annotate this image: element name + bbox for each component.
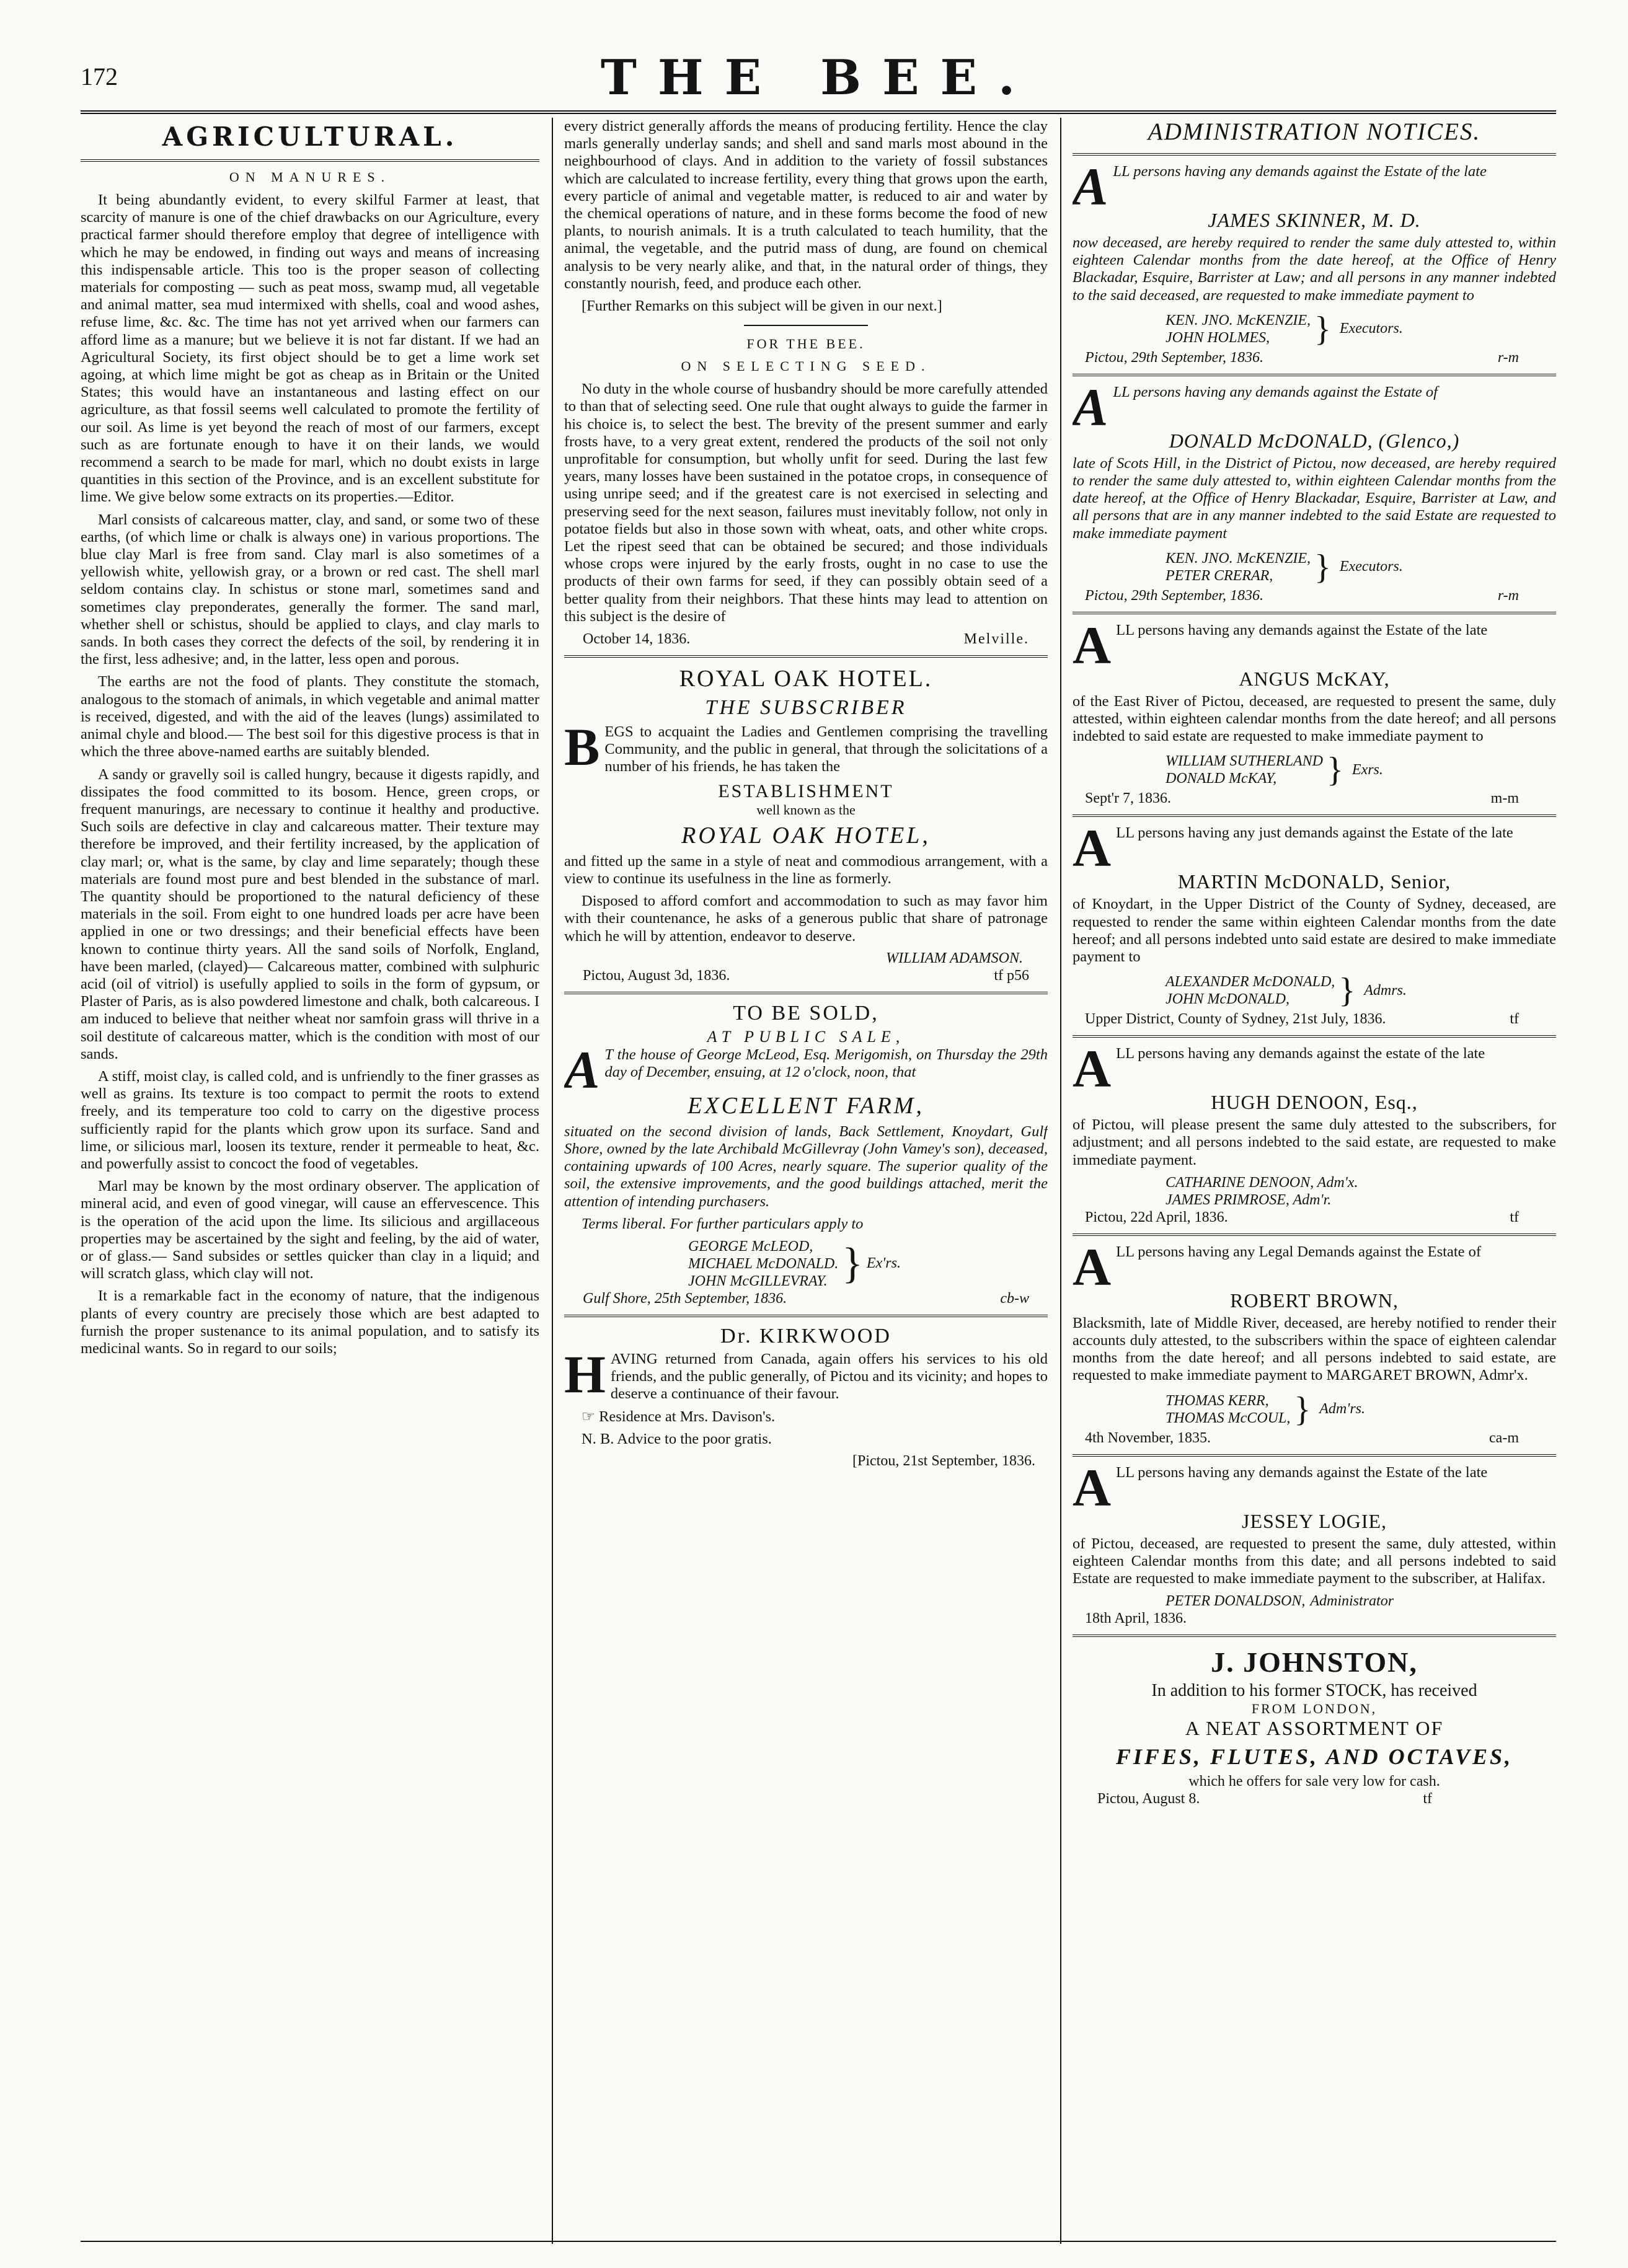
notice-deceased-name: MARTIN McDONALD, Senior, [1177,870,1451,893]
hotel-signer: WILLIAM ADAMSON. [886,950,1023,966]
notice-code: r-m [1497,587,1519,604]
hotel-name: ROYAL OAK HOTEL, [681,822,931,849]
notices-list [1073,157,1556,1627]
johnston-line: In addition to his former STOCK, has received [1151,1681,1477,1701]
divider [744,325,868,326]
doctor-advice: N. B. Advice to the poor gratis. [582,1430,772,1447]
column-middle: every district generally affords the means of producing fertility. Hence the clay marls generally underlay sands; and shell and sand marls most abound in the neighbourhood of clays. And in addition to the variety of fossil substances which are calculated to increase fertility, every thing that grows upon the earth, every particle of animal and vegetable matter, is reduced to air and water by the chemical operations of nature, and in these forms become the food of new plants, to nourish animals. It is a truth calculated to teach humility, that the animal, the vegetable, and the putrid mass of dung, are found on chemical analysis to be very nearly alike, and that, in the natural order of things, they constantly nourish, feed, and produce each other. [Further Remarks on this subject will be given in our next.] FOR THE BEE. ON SELECTING SEED. No duty in the whole course of husbandry should be more carefully attended to than that of selecting seed. One rule that ought always to guide the farmer in his choice is, to select the best. The brevity of the present summer and early frosts have, to a very great extent, rendered the products of the soil not only unprofitable for consumption, but wholly unfit for seed. During the last few years, many losses have been sustained in the potatoe crops, in consequence of using unripe seed; and if the greatest care is not exercised in selecting and preserving seed for the next season, failures must inevitably follow, not only in potatoe fields but also in those sown with wheat, oats, and other white crops. Let the ripest seed that can be obtained be secured; and those individuals whose crops were injured by the early frosts, ought in no case to use the products of their own farms for seed, if they can possibly obtain seed of a better quality from their neighbors. That these hints may lead to attention on this subject is the desire of October 14, 1836. Melville. ROYAL OAK HOTEL. THE SUBSCRIBER BEGS to acquaint the Ladies and Gentlemen comprising the travelling Community, and the public in general, that through the solicitations of a number of his friends, he has taken the ESTABLISHMENT well known as the ROYAL OAK HOTEL, and fitted up the same in a style of neat and commodious arrangement, with a view to continue its usefulness in the line as formerly. Disposed to afford comfort and accommodation to such as may favor him with their countenance, he asks of a generous public that share of patronage which he will by attention, endeavor to deserve. WILLIAM ADAMSON. Pictou, August 3d, 1836. tf p56 TO BE SOLD, AT PUBLIC SALE, A T the house of George McLeod, Esq. Merigomish, on Thursday the 29th day of December, ensuing, at 12 o'clock, noon, that EXCELLENT FARM, situated on the second division of lands, Back Settlement, Knoydart, Gulf Shore, owned by the late Archibald McGillevray (John Vamey's son), deceased, containing upwards of 100 Acres, nearly square. The superior quality of the soil, the extensive improvements, and the good buildings attached, merit the attention of intending purchasers. Terms liberal. For further particulars apply to GEORGE McLEOD, MICHAEL McDONALD. JOHN McGILLEVRAY. } Ex'rs. Gulf Shore, 25th September, 1836. cb-w Dr. KIRKWOOD HAVING returned from Canada, again offers his services to his old friends, and the public generally, of Pictou and its vicinity; and hopes to deserve a continuance of their favour. ☞ Residence at Mrs. Davison's. N. B. Advice to the poor gratis. [Pictou, 21st September, 1836. [564,118,1048,1469]
johnston-code: tf [1423,1791,1432,1807]
footer-rule [81,2241,1556,2242]
notice-body: late of Scots Hill, in the District of Pictou, now deceased, are hereby required to render the same duly attested to, within eighteen Calendar months from the date hereof, at the Office of Henry Blackadar, Esquire, Barrister at Law, and all persons that are in any manner indebted to the said Estate are requested to make immediate payment [1073,454,1556,542]
notice-signer: PETER CRERAR, [1166,567,1273,584]
article-date: October 14, 1836. [583,631,691,648]
sale-date: Gulf Shore, 25th September, 1836. [583,1290,787,1307]
notice-block: ALL persons having any demands against the Estate of the late JAMES SKINNER, M. D. now deceased, are hereby required to render the same duly attested to, within eighteen Calendar months from the date hereof, at the Office of Henry Blackadar, Esquire, Barrister at Law; and all persons in any manner indebted to the said deceased, are requested to make immediate payment to KEN. JNO. McKENZIE, JOHN HOLMES, } Executors. Pictou, 29th September, 1836. r-m [1073,163,1556,376]
newspaper-page [81,43,1556,2250]
for-the-bee-label: FOR THE BEE. [746,336,865,352]
paragraph: Disposed to afford comfort and accommodation to such as may favor him with their countenance, he asks of a generous public that share of patronage which he will by attention, endeavor to deserve. [564,893,1048,945]
notice-intro: LL persons having any demands against the Estate of [1113,383,1438,400]
notice-deceased-name: HUGH DENOON, Esq., [1211,1091,1418,1114]
paragraph: A sandy or gravelly soil is called hungry, because it digests rapidly, and dissipates the food committed to its bosom. Hence, green crops, or frequent manurings, are necessary to continue it healthy and productive. Such soils are defective in clay and calcareous matter. Their texture may therefore be improved, and their fertility increased, by the application of clay marl; or, what is the same, by clay and lime separately; though these materials are found most pure and best blended in the substance of marl. The quantity should be proportioned to the natural deficiency of these materials in the soil. From eight to one hundred loads per acre have been applied in one or two dressings; and their beneficial effects have been known to continue thirty years. All the sand soils of Norfolk, England, have been marled, (clayed)— Calcareous matter, combined with sulphuric acid (oil of vitriol) is usefully applied to soils in the form of gypsum, or Plaster of Paris, as is also powdered limestone and chalk, both calcareous. I am induced to believe that neither wheat nor samfoin grass will thrive in a soil destitute of calcareous matter, which is the condition with most of our sands. [81,766,539,1062]
notice-role: Executors. [1339,320,1403,337]
johnston-line: FIFES, FLUTES, AND OCTAVES, [1115,1744,1513,1770]
notice-signer: PETER DONALDSON, [1166,1593,1306,1610]
notice-signer: CATHARINE DENOON, Adm'x. [1166,1174,1358,1191]
notice-block: ALL persons having any just demands against the Estate of the late MARTIN McDONALD, Senior, of Knoydart, in the Upper District of the County of Sydney, deceased, are requested to render the same within eighteen Calendar months from the date hereof; and all persons indebted unto said estate are desired to make immediate payment to ALEXANDER McDONALD, JOHN McDONALD, } Admrs. Upper District, County of Sydney, 21st July, 1836. tf [1073,824,1556,1038]
divider [1073,1635,1556,1637]
johnston-name: J. JOHNSTON, [1211,1646,1418,1679]
johnston-line: which he offers for sale very low for cash. [1188,1773,1440,1790]
notice-signer: KEN. JNO. McKENZIE, [1166,312,1311,329]
hotel-establishment: ESTABLISHMENT [718,780,894,801]
notice-body: Blacksmith, late of Middle River, deceased, are hereby notified to render their accounts duly attested, to the subscribers within the space of eighteen calendar months from the date hereof; and all persons indebted to said estate, are requested to make immediate payment to MARGARET BROWN, Admr'x. [1073,1314,1556,1384]
divider [564,992,1048,994]
notice-code: tf [1510,1209,1519,1225]
paragraph: Marl consists of calcareous matter, clay, and sand, or some two of these earths, (of which lime or chalk is always one) in various proportions. The blue clay Marl is free from sand. Clay marl is also sometimes of a yellowish white, yellowish gray, or a brown or red cast. The shell marl seldom contains clay. In schistus or stone marl, sometimes sand and sometimes clay preponderates, generally the former. The sand marl, whether shell or schistus, should be applied to clays, and clay marls to sands. In both cases they correct the defects of the soil, by rendering it in the first, less adhesive; and, in the latter, less open and porous. [81,511,539,668]
notice-code: tf [1510,1011,1519,1028]
notice-block: ALL persons having any Legal Demands against the Estate of ROBERT BROWN, Blacksmith, late of Middle River, deceased, are hereby notified to render their accounts duly attested, to the subscribers within the space of eighteen calendar months from the date hereof; and all persons indebted to said estate, are requested to make immediate payment to MARGARET BROWN, Admr'x. THOMAS KERR, THOMAS McCOUL, } Adm'rs. 4th November, 1835. ca-m [1073,1243,1556,1457]
divider [1073,1454,1556,1457]
notice-intro: LL persons having any Legal Demands against the Estate of [1116,1243,1482,1260]
doctor-date: [Pictou, 21st September, 1836. [852,1452,1035,1469]
notice-body: now deceased, are hereby required to render the same duly attested to, within eighteen Calendar months from the date hereof, at the Office of Henry Blackadar, Esquire, Barrister at Law; and all persons in any manner indebted to the said deceased, are requested to make immediate payment to [1073,234,1556,304]
paragraph: situated on the second division of lands, Back Settlement, Knoydart, Gulf Shore, owned by the late Archibald McGillevray (John Vamey's son), deceased, containing upwards of 100 Acres, nearly square. The superior quality of the soil, the extensive improvements, and the good buildings attached, merit the attention of intending purchasers. [564,1123,1048,1210]
notice-date: Upper District, County of Sydney, 21st July, 1836. [1085,1011,1386,1028]
notice-signer: DONALD McKAY, [1166,770,1277,787]
divider [564,655,1048,658]
notice-deceased-name: JESSEY LOGIE, [1241,1509,1387,1532]
header-rule [81,110,1556,114]
notice-signer: JOHN HOLMES, [1166,329,1270,346]
notice-code: m-m [1490,790,1519,807]
notice-role: Executors. [1339,558,1403,575]
paragraph: It being abundantly evident, to every skilful Farmer at least, that scarcity of manure is one of the chief drawbacks on our Agriculture, every practical farmer should therefore employ that degree of intelligence with which he may be endowed, in finding out ways and means of increasing this indispensable article. This too is the proper season of collecting materials for composting — such as peat moss, swamp mud, all vegetable and animal matter, sea mud intermixed with shells, coal and wood ashes, refuse lime, &c. &c. The time has not yet arrived when our farmers can afford lime as a manure; but we believe it is not far distant. If we had an Agricultural Society, its first object should be to get a lime work set agoing, at which lime might be got as cheap as in Britain or the United States; this would have an instantaneous and lasting effect on our agriculture, as that fossil seems well calculated to promote the fertility of our soil. As lime is yet beyond the reach of most of our farmers, except such as are fortunate enough to have it on their lands, we would recommend a search to be made for marl, which no doubt exists in large quantities in this section of the Province, and is an excellent substitute for lime. We give below some extracts on its properties.—Editor. [81,192,539,506]
notice-role: Administrator [1310,1592,1394,1609]
notice-block: ALL persons having any demands against the estate of the late HUGH DENOON, Esq., of Pictou, will please present the same duly attested to the subscribers, for adjustment; and all persons indebted to the said estate, are requested to make immediate payment. CATHARINE DENOON, Adm'x. JAMES PRIMROSE, Adm'r. Pictou, 22d April, 1836. tf [1073,1045,1556,1236]
notice-role: Admrs. [1364,982,1407,999]
notice-date: Pictou, 29th September, 1836. [1085,349,1263,366]
hotel-known: well known as the [756,801,856,818]
hotel-code: tf p56 [994,967,1029,984]
doctor-title: Dr. KIRKWOOD [720,1324,891,1348]
notice-block: ALL persons having any demands against the Estate of DONALD McDONALD, (Glenco,) late of Scots Hill, in the District of Pictou, now deceased, are hereby required to render the same duly attested to, within eighteen Calendar months from the date hereof, at the Office of Henry Blackadar, Esquire, Barrister at Law, and all persons that are in any manner indebted to the said Estate are requested to make immediate payment KEN. JNO. McKENZIE, PETER CRERAR, } Executors. Pictou, 29th September, 1836. r-m [1073,384,1556,614]
notice-signer: JOHN McDONALD, [1166,991,1290,1008]
notice-intro: LL persons having any demands against the Estate of the late [1116,621,1488,638]
paragraph: [Further Remarks on this subject will be given in our next.] [582,298,942,315]
notice-role: Adm'rs. [1319,1401,1366,1418]
column-divider [1060,118,1061,2244]
notice-deceased-name: ROBERT BROWN, [1230,1289,1399,1312]
sale-executor: GEORGE McLEOD, [688,1238,813,1255]
notice-signer: THOMAS McCOUL, [1166,1410,1291,1426]
column-divider [552,118,553,2244]
masthead-title: THE BEE. [600,50,1037,106]
column-agricultural [81,118,539,2250]
paragraph: No duty in the whole course of husbandry should be more carefully attended to than that of selecting seed. One rule that ought always to guide the farmer in his choice is, to select the best. The brevity of the present summer and early frosts have, to a very great extent, rendered the products of the soil not only unprofitable for consumption, but wholly unfit for seed. During the last few years, many losses have been sustained in the potatoe crops, in consequence of using unripe seed; and if the greatest care is not exercised in selecting and preserving seed for the next season, failures must inevitably follow, not only in potatoe fields but also in those sown with wheat, oats, and other white crops. Let the ripest seed that can be obtained be secured; and those individuals whose crops were injured by the early frosts, ought in no case to use the products of their own farms for seed, if they can possibly obtain seed of a better quality from their neighbors. That these hints may lead to attention on this subject is the desire of [564,381,1048,625]
divider [1073,1035,1556,1038]
sale-executor: JOHN McGILLEVRAY. [688,1273,828,1289]
sale-code: cb-w [1000,1290,1029,1307]
sale-exec-label: Ex'rs. [866,1255,901,1272]
johnston-date: Pictou, August 8. [1097,1791,1200,1807]
hotel-title: ROYAL OAK HOTEL. [679,666,933,692]
hotel-text: EGS to acquaint the Ladies and Gentlemen comprising the travelling Community, and the public in general, that through the solicitations of a number of his friends, he has taken the [604,723,1048,775]
notice-date: Pictou, 22d April, 1836. [1085,1209,1228,1225]
notice-body: of Knoydart, in the Upper District of the County of Sydney, deceased, are requested to render the same within eighteen Calendar months from the date hereof; and all persons indebted unto said estate are desired to make immediate payment to [1073,896,1556,966]
notice-code: ca-m [1489,1429,1519,1446]
notice-code: r-m [1497,349,1519,366]
notice-signer: KEN. JNO. McKENZIE, [1166,550,1311,567]
notice-deceased-name: ANGUS McKAY, [1239,667,1390,690]
notice-intro: LL persons having any demands against the Estate of the late [1116,1463,1488,1481]
article-subhead: ON MANURES. [229,169,391,185]
hotel-date: Pictou, August 3d, 1836. [583,967,730,984]
johnston-line: A NEAT ASSORTMENT OF [1185,1717,1444,1740]
doctor-residence: ☞ Residence at Mrs. Davison's. [582,1408,776,1425]
sale-terms: Terms liberal. For further particulars apply to [582,1215,864,1232]
notice-body: of Pictou, deceased, are requested to present the same, duly attested, within eighteen Calendar months from this date; and all persons indebted to said Estate are requested to make immediate payment to the subscriber, at Halifax. [1073,1535,1556,1587]
notice-deceased-name: JAMES SKINNER, M. D. [1208,209,1421,231]
paragraph: The earths are not the food of plants. They constitute the stomach, analogous to the stomach of animals, in which vegetable and animal matter is received, digested, and with the aid of the leaves (lungs) assimilated to animal chyle and blood.— The best soil for this digestive process is that in which the three above-named earths are suitably blended. [81,673,539,761]
page-header [81,43,1556,112]
divider [1073,153,1556,156]
notice-intro: LL persons having any just demands against the Estate of the late [1116,824,1513,842]
divider [1073,374,1556,376]
notice-intro: LL persons having any demands against the estate of the late [1116,1045,1485,1062]
notice-block: ALL persons having any demands against the Estate of the late ANGUS McKAY, of the East River of Pictou, deceased, are requested to present the same, duly attested, within eighteen calendar months from the date hereof; and all persons indebted to said estate are requested to make immediate payment to WILLIAM SUTHERLAND DONALD McKAY, } Exrs. Sept'r 7, 1836. m-m [1073,622,1556,818]
article-subhead: ON SELECTING SEED. [681,358,931,374]
divider [81,159,539,162]
paragraph: Marl may be known by the most ordinary observer. The application of mineral acid, and even of good vinegar, will cause an effervescence. This is the operation of the acid upon the lime. Its silicious and argillaceous properties may be ascertained by the sight and feeling, by the aid of water, or of glass.— Sand subsides or settles quicker than clay in a liquid; and will scratch glass, which clay will not. [81,1178,539,1282]
sale-title: TO BE SOLD, [733,1001,879,1025]
article-signature: Melville. [963,631,1029,648]
sale-sub: AT PUBLIC SALE, [707,1027,905,1046]
notice-role: Exrs. [1352,761,1383,778]
divider [1073,814,1556,817]
divider [1073,612,1556,614]
doctor-text: AVING returned from Canada, again offers his services to his old friends, and the public generally, of Pictou and its vicinity; and hopes to deserve a continuance of their favour. [610,1350,1048,1403]
notice-date: 4th November, 1835. [1085,1429,1211,1446]
divider [564,1315,1048,1317]
page-number: 172 [81,63,118,90]
notice-body: of Pictou, will please present the same duly attested to the subscribers, for adjustment; and all persons indebted to the said estate, are requested to make immediate payment. [1073,1116,1556,1168]
sale-executor: MICHAEL McDONALD. [688,1255,839,1272]
section-title: AGRICULTURAL. [162,121,458,152]
notice-signer: THOMAS KERR, [1166,1392,1269,1409]
hotel-subscriber: THE SUBSCRIBER [705,696,907,720]
notice-date: Pictou, 29th September, 1836. [1085,587,1263,604]
notice-signer: JAMES PRIMROSE, Adm'r. [1166,1191,1332,1208]
notice-signer: ALEXANDER McDONALD, [1166,974,1335,991]
johnston-from: FROM LONDON, [1251,1701,1378,1717]
paragraph: and fitted up the same in a style of neat and commodious arrangement, with a view to continue its usefulness in the line as formerly. [564,852,1048,887]
notice-block: ALL persons having any demands against the Estate of the late JESSEY LOGIE, of Pictou, deceased, are requested to present the same, duly attested, within eighteen Calendar months from this date; and all persons indebted to said Estate are requested to make immediate payment to the subscriber, at Halifax. PETER DONALDSON, Administrator 18th April, 1836. [1073,1457,1556,1627]
notice-intro: LL persons having any demands against the Estate of the late [1113,163,1487,180]
notice-date: Sept'r 7, 1836. [1085,790,1171,807]
notice-date: 18th April, 1836. [1085,1610,1187,1627]
notices-heading: ADMINISTRATION NOTICES. [1148,118,1481,145]
divider [1073,1233,1556,1236]
notice-body: of the East River of Pictou, deceased, are requested to present the same, duly attested, within eighteen calendar months from the date hereof; and all persons indebted to said estate are requested to make immediate payment to [1073,692,1556,745]
column-notices [1073,118,1556,2250]
sale-text: T the house of George McLeod, Esq. Merigomish, on Thursday the 29th day of December, ensuing, at 12 o'clock, noon, that [604,1046,1048,1080]
paragraph: every district generally affords the means of producing fertility. Hence the clay marls generally underlay sands; and shell and sand marls most abound in the neighbourhood of clays. And in addition to the variety of fossil substances which are calculated to increase fertility, every thing that grows upon the earth, every particle of animal and vegetable matter, is reduced to air and water by the chemical operations of nature, and in these forms become the food of new plants, to nourish animals. It is a truth calculated to teach humility, that the animal, the vegetable, and the putrid mass of dung, are found on chemical analysis to be very nearly alike, and that, in the natural order of things, they constantly nourish, feed, and produce each other. [564,118,1048,292]
notice-signer: WILLIAM SUTHERLAND [1166,753,1324,770]
paragraph: It is a remarkable fact in the economy of nature, that the indigenous plants of every country are precisely those which are best adapted to furnish the proper sustenance to its animal population, and to satisfy its medicinal wants. So in regard to our soils; [81,1287,539,1357]
paragraph: A stiff, moist clay, is called cold, and is unfriendly to the finer grasses as well as grains. Its texture is too compact to permit the roots to extend freely, and its temperature too cold to carry on the digestive process sufficiently rapid for the plants which grow upon its surface. Sand and lime, or silicious marl, loosen its texture, render it permeable to heat, &c. and powerfully assist to concoct the food of vegetables. [81,1067,539,1172]
notice-deceased-name: DONALD McDONALD, (Glenco,) [1169,429,1460,452]
sale-farm: EXCELLENT FARM, [688,1092,924,1119]
